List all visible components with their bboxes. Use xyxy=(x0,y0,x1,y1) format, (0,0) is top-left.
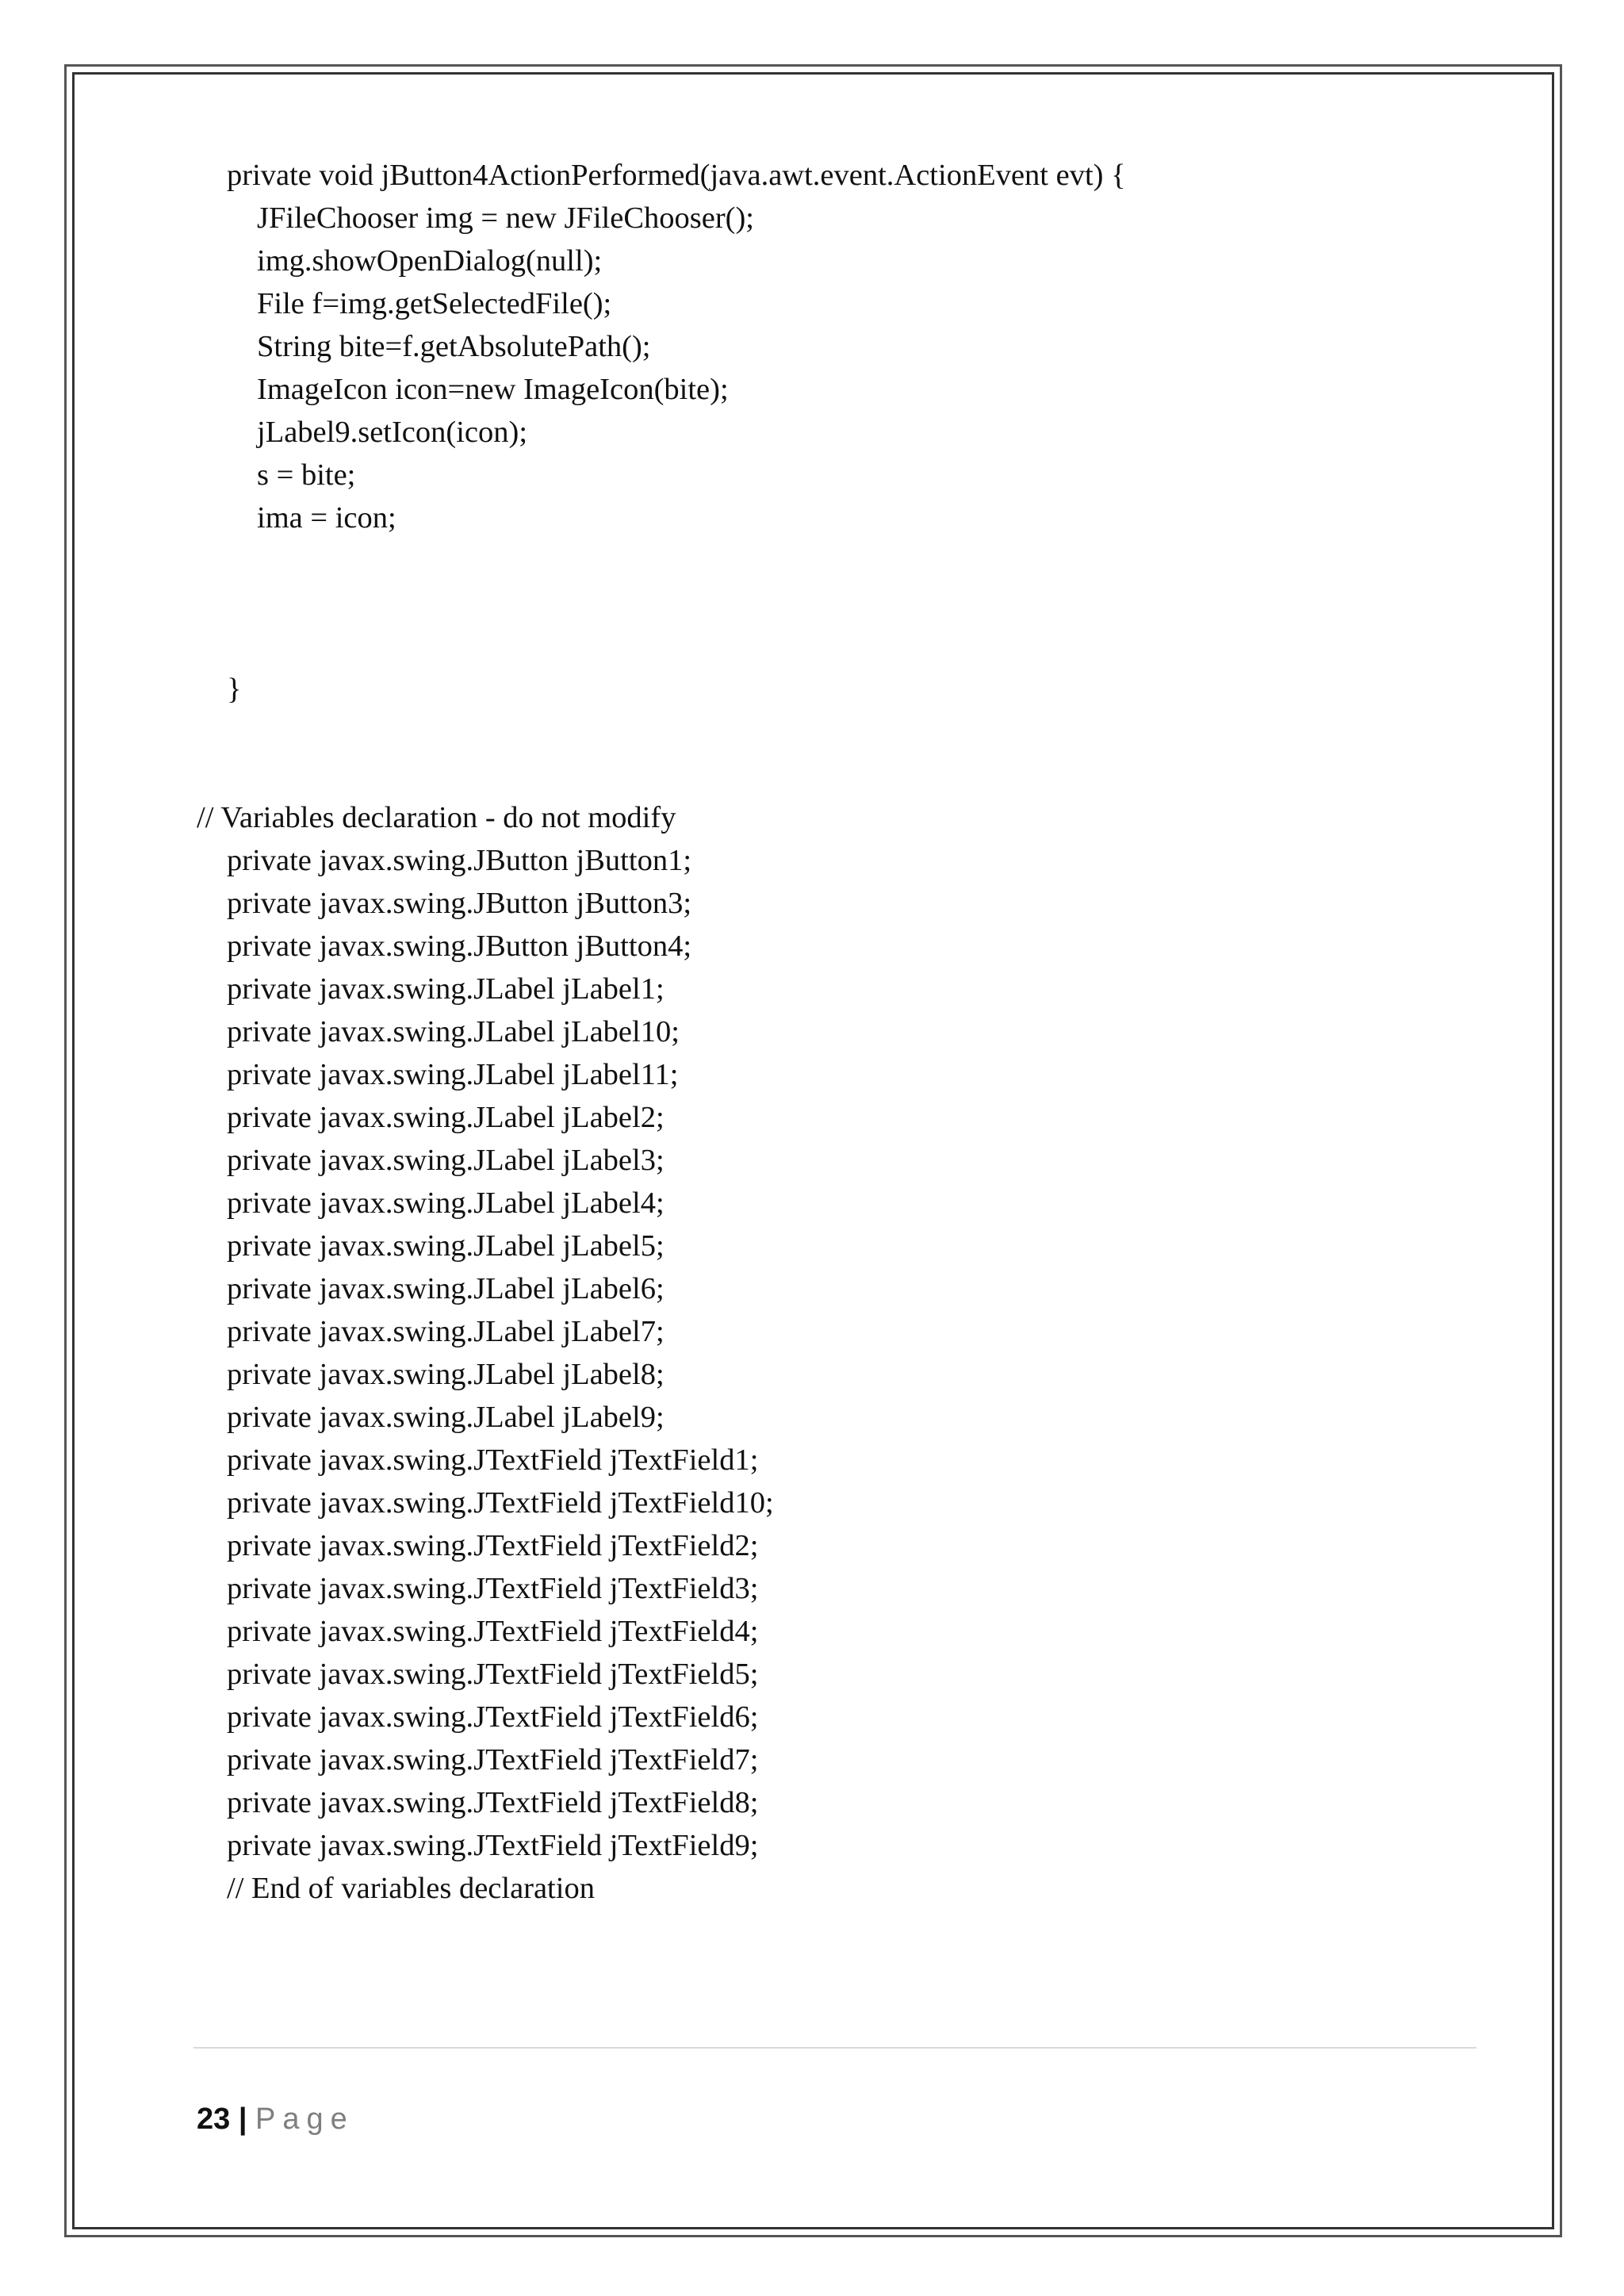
variable-declaration: private javax.swing.JLabel jLabel2; xyxy=(227,1101,665,1134)
page-number: 23 xyxy=(197,2102,231,2136)
page-label: Page xyxy=(255,2102,354,2136)
method-body-line: ima = icon; xyxy=(257,501,396,535)
variable-declaration: private javax.swing.JButton jButton3; xyxy=(227,887,692,920)
variable-declaration: private javax.swing.JTextField jTextField7; xyxy=(227,1743,759,1777)
footer-divider xyxy=(193,2047,1477,2049)
method-body-line: File f=img.getSelectedFile(); xyxy=(257,287,612,320)
method-signature: private void jButton4ActionPerformed(java.awt.event.ActionEvent evt) { xyxy=(227,159,1126,192)
variable-declaration: private javax.swing.JTextField jTextField9; xyxy=(227,1829,759,1862)
variable-declaration: private javax.swing.JLabel jLabel8; xyxy=(227,1358,665,1391)
variable-declaration: private javax.swing.JTextField jTextField10; xyxy=(227,1486,774,1520)
method-body-line: String bite=f.getAbsolutePath(); xyxy=(257,330,651,363)
variables-header-comment: // Variables declaration - do not modify xyxy=(197,801,676,834)
variable-declaration: private javax.swing.JLabel jLabel9; xyxy=(227,1401,665,1434)
variable-declaration: private javax.swing.JTextField jTextField8; xyxy=(227,1786,759,1819)
footer-separator: | xyxy=(238,2102,247,2136)
method-body-line: ImageIcon icon=new ImageIcon(bite); xyxy=(257,373,729,406)
variable-declaration: private javax.swing.JTextField jTextField6; xyxy=(227,1700,759,1734)
variable-declaration: private javax.swing.JTextField jTextField2; xyxy=(227,1529,759,1562)
variable-declaration: private javax.swing.JLabel jLabel6; xyxy=(227,1272,665,1305)
variable-declaration: private javax.swing.JLabel jLabel3; xyxy=(227,1144,665,1177)
variable-declaration: private javax.swing.JLabel jLabel10; xyxy=(227,1015,680,1048)
variable-declaration: private javax.swing.JLabel jLabel11; xyxy=(227,1058,679,1091)
variable-declaration: private javax.swing.JLabel jLabel7; xyxy=(227,1315,665,1348)
method-body-line: JFileChooser img = new JFileChooser(); xyxy=(257,201,754,235)
variable-declaration: private javax.swing.JTextField jTextField3; xyxy=(227,1572,759,1605)
method-closing-brace: } xyxy=(227,673,242,706)
method-body-line: s = bite; xyxy=(257,458,356,492)
variable-declaration: private javax.swing.JTextField jTextField4; xyxy=(227,1615,759,1648)
variable-declaration: private javax.swing.JLabel jLabel5; xyxy=(227,1229,665,1263)
variable-declaration: private javax.swing.JLabel jLabel4; xyxy=(227,1186,665,1220)
variable-declaration: private javax.swing.JLabel jLabel1; xyxy=(227,972,665,1006)
method-body-line: jLabel9.setIcon(icon); xyxy=(257,416,528,449)
variable-declaration: private javax.swing.JTextField jTextField5; xyxy=(227,1658,759,1691)
variables-end-comment: // End of variables declaration xyxy=(227,1872,595,1905)
method-body-line: img.showOpenDialog(null); xyxy=(257,244,603,278)
variable-declaration: private javax.swing.JButton jButton4; xyxy=(227,930,692,963)
variable-declaration: private javax.swing.JTextField jTextField1; xyxy=(227,1443,759,1477)
page-footer xyxy=(197,2101,354,2137)
variable-declaration: private javax.swing.JButton jButton1; xyxy=(227,844,692,877)
